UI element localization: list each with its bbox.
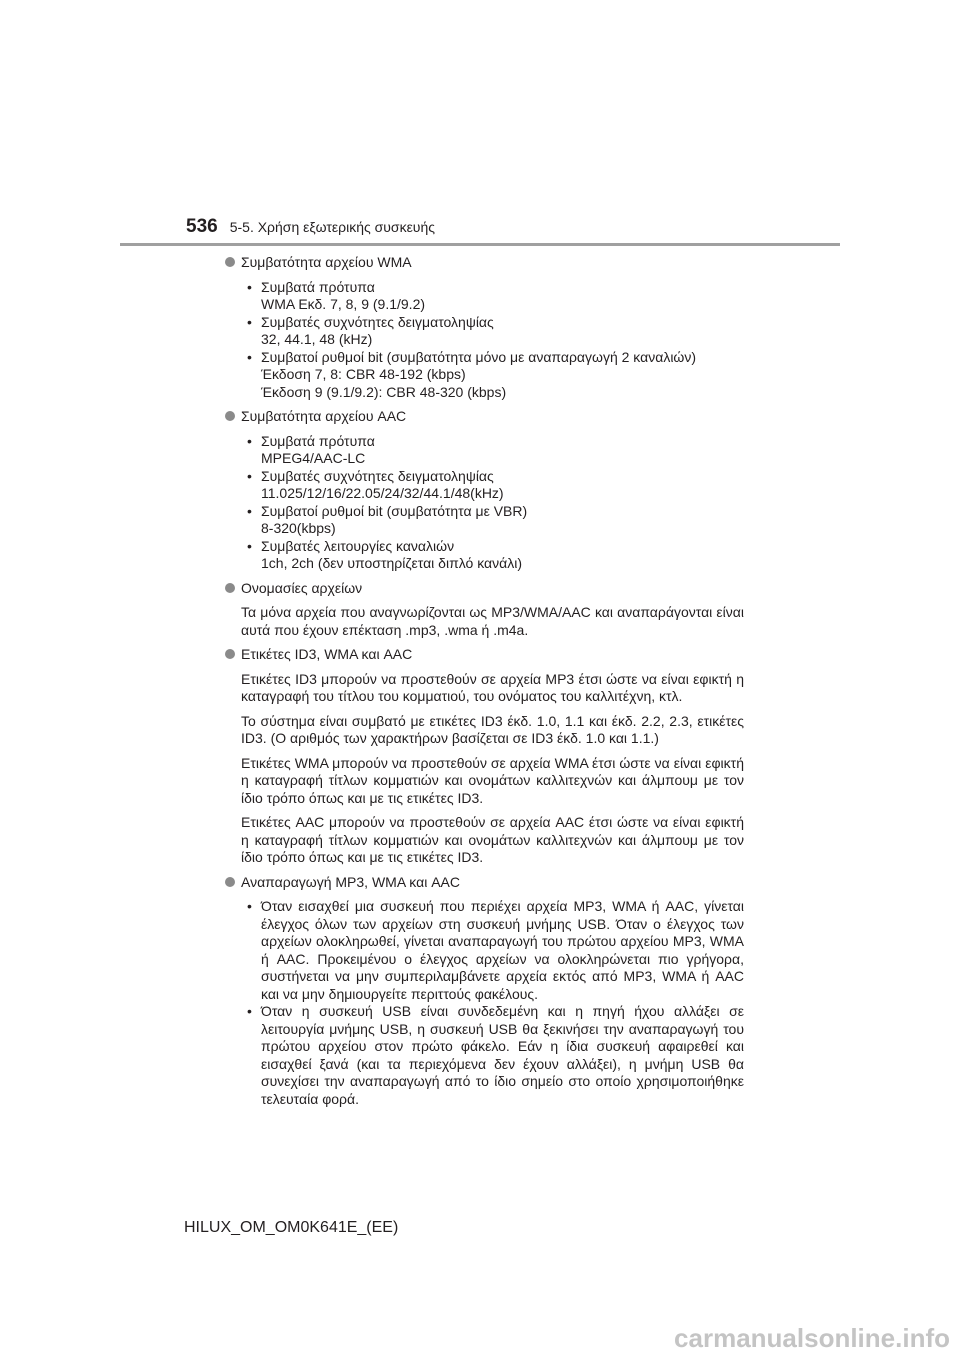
aac-heading-text: Συμβατότητα αρχείου AAC (241, 408, 407, 424)
aac-heading (224, 408, 744, 426)
playback-heading-text: Αναπαραγωγή MP3, WMA και AAC (241, 873, 461, 890)
file-names-heading (224, 580, 744, 598)
list-item: • Συμβατές λειτουργίες καναλιών (241, 538, 744, 556)
watermark: carmanualsonline.info (674, 1323, 950, 1353)
tags-heading-text: Ετικέτες ID3, WMA και AAC (241, 646, 413, 662)
list-item-value: 32, 44.1, 48 (kHz) (261, 331, 373, 347)
document-code: HILUX_OM_OM0K641E_(EE) (184, 1219, 399, 1236)
list-item: • Όταν εισαχθεί μια συσκευή που περιέχει αρχεία MP3, WMA ή AAC, γίνεται έλεγχος όλων των αρχείων στη συσκευή μνήμης USB. Όταν ο έλεγχος των αρχείων ολοκληρωθεί, γίνεται αναπαραγωγή του πρώτου αρχείου MP3, WMA ή AAC. Προκειμένου ο έλεγχος αρχείων να ολοκληρώνεται πιο γρήγορα, συστήνεται να μην συμπεριλαμβάνετε αρχεία εκτός από MP3, WMA ή AAC και να μην δημιουργείτε περιττούς φακέλους. (241, 898, 744, 1003)
bullet-dot-icon (225, 583, 235, 593)
list-item-value: WMA Εκδ. 7, 8, 9 (9.1/9.2) (261, 296, 426, 312)
paragraph: Ετικέτες AAC μπορούν να προστεθούν σε αρχεία AAC έτσι ώστε να είναι εφικτή η καταγραφή τίτλων κομματιών και ονομάτων καλλιτεχνών και άλμπουμ με τον ίδιο τρόπο όπως και με τις ετικέτες ID3. (241, 814, 744, 865)
playback-heading (224, 874, 744, 892)
paragraph: Τα μόνα αρχεία που αναγνωρίζονται ως MP3/WMA/AAC και αναπαράγονται είναι αυτά που έχουν επέκταση .mp3, .wma ή .m4a. (241, 604, 744, 638)
paragraph: Το σύστημα είναι συμβατό με ετικέτες ID3 έκδ. 1.0, 1.1 και έκδ. 2.2, 2.3, ετικέτες ID3. (Ο αριθμός των χαρακτήρων βασίζεται σε ID3 έκδ. 1.0 και 1.1.) (241, 712, 744, 746)
list-item: • Συμβατές συχνότητες δειγματοληψίας (241, 314, 744, 332)
list-item: • Συμβατά πρότυπα (241, 279, 744, 297)
bullet-dot-icon (225, 257, 235, 267)
bullet-dot-icon (225, 411, 235, 421)
paragraph: Ετικέτες ID3 μπορούν να προστεθούν σε αρχεία MP3 έτσι ώστε να είναι εφικτή η καταγραφή του τίτλου του κομματιού, του ονόματος του καλλιτέχνη, κτλ. (241, 670, 744, 704)
page-number: 536 (186, 216, 218, 237)
list-item: • Συμβατές συχνότητες δειγματοληψίας (241, 468, 744, 486)
section-title: 5-5. Χρήση εξωτερικής συσκευής (229, 219, 435, 235)
list-item-value: 11.025/12/16/22.05/24/32/44.1/48(kHz) (261, 485, 504, 501)
list-item-value: 8-320(kbps) (261, 520, 336, 536)
bullet-dot-icon (225, 877, 235, 887)
paragraph: Ετικέτες WMA μπορούν να προστεθούν σε αρχεία WMA έτσι ώστε να είναι εφικτή η καταγραφή τίτλων κομματιών και ονομάτων καλλιτεχνών και άλμπουμ με τον ίδιο τρόπο όπως και με τις ετικέτες ID3. (241, 754, 744, 806)
page-content (224, 254, 744, 1108)
playback-list (241, 898, 744, 1108)
wma-list (241, 279, 744, 402)
wma-heading (224, 254, 744, 272)
header-rule (120, 243, 840, 246)
bullet-dot-icon (225, 649, 235, 659)
list-item-value: MPEG4/AAC-LC (261, 450, 366, 466)
page-header (186, 216, 435, 238)
list-item-value: Έκδοση 7, 8: CBR 48-192 (kbps) (261, 366, 466, 382)
tags-heading (224, 646, 744, 664)
list-item: • Συμβατά πρότυπα (241, 433, 744, 451)
list-item-value: Έκδοση 9 (9.1/9.2): CBR 48-320 (kbps) (261, 383, 507, 400)
file-names-heading-text: Ονομασίες αρχείων (241, 579, 363, 596)
list-item: • Συμβατοί ρυθμοί bit (συμβατότητα μόνο με αναπαραγωγή 2 καναλιών) (241, 349, 744, 367)
list-item-value: 1ch, 2ch (δεν υποστηρίζεται διπλό κανάλι) (261, 555, 522, 571)
wma-heading-text: Συμβατότητα αρχείου WMA (241, 254, 412, 270)
list-item: • Όταν η συσκευή USB είναι συνδεδεμένη και η πηγή ήχου αλλάξει σε λειτουργία μνήμης USB, η συσκευή USB θα ξεκινήσει την αναπαραγωγή του πρώτου αρχείου στον πρώτο φάκελο. Εάν η ίδια συσκευή αφαιρεθεί και εισαχθεί ξανά (και τα περιεχόμενα δεν έχουν αλλάξει), η μνήμη USB θα συνεχίσει την αναπαραγωγή από το ίδιο σημείο στο οποίο χρησιμοποιήθηκε τελευταία φορά. (241, 1003, 744, 1108)
aac-list (241, 433, 744, 573)
list-item: • Συμβατοί ρυθμοί bit (συμβατότητα με VBR) (241, 503, 744, 521)
